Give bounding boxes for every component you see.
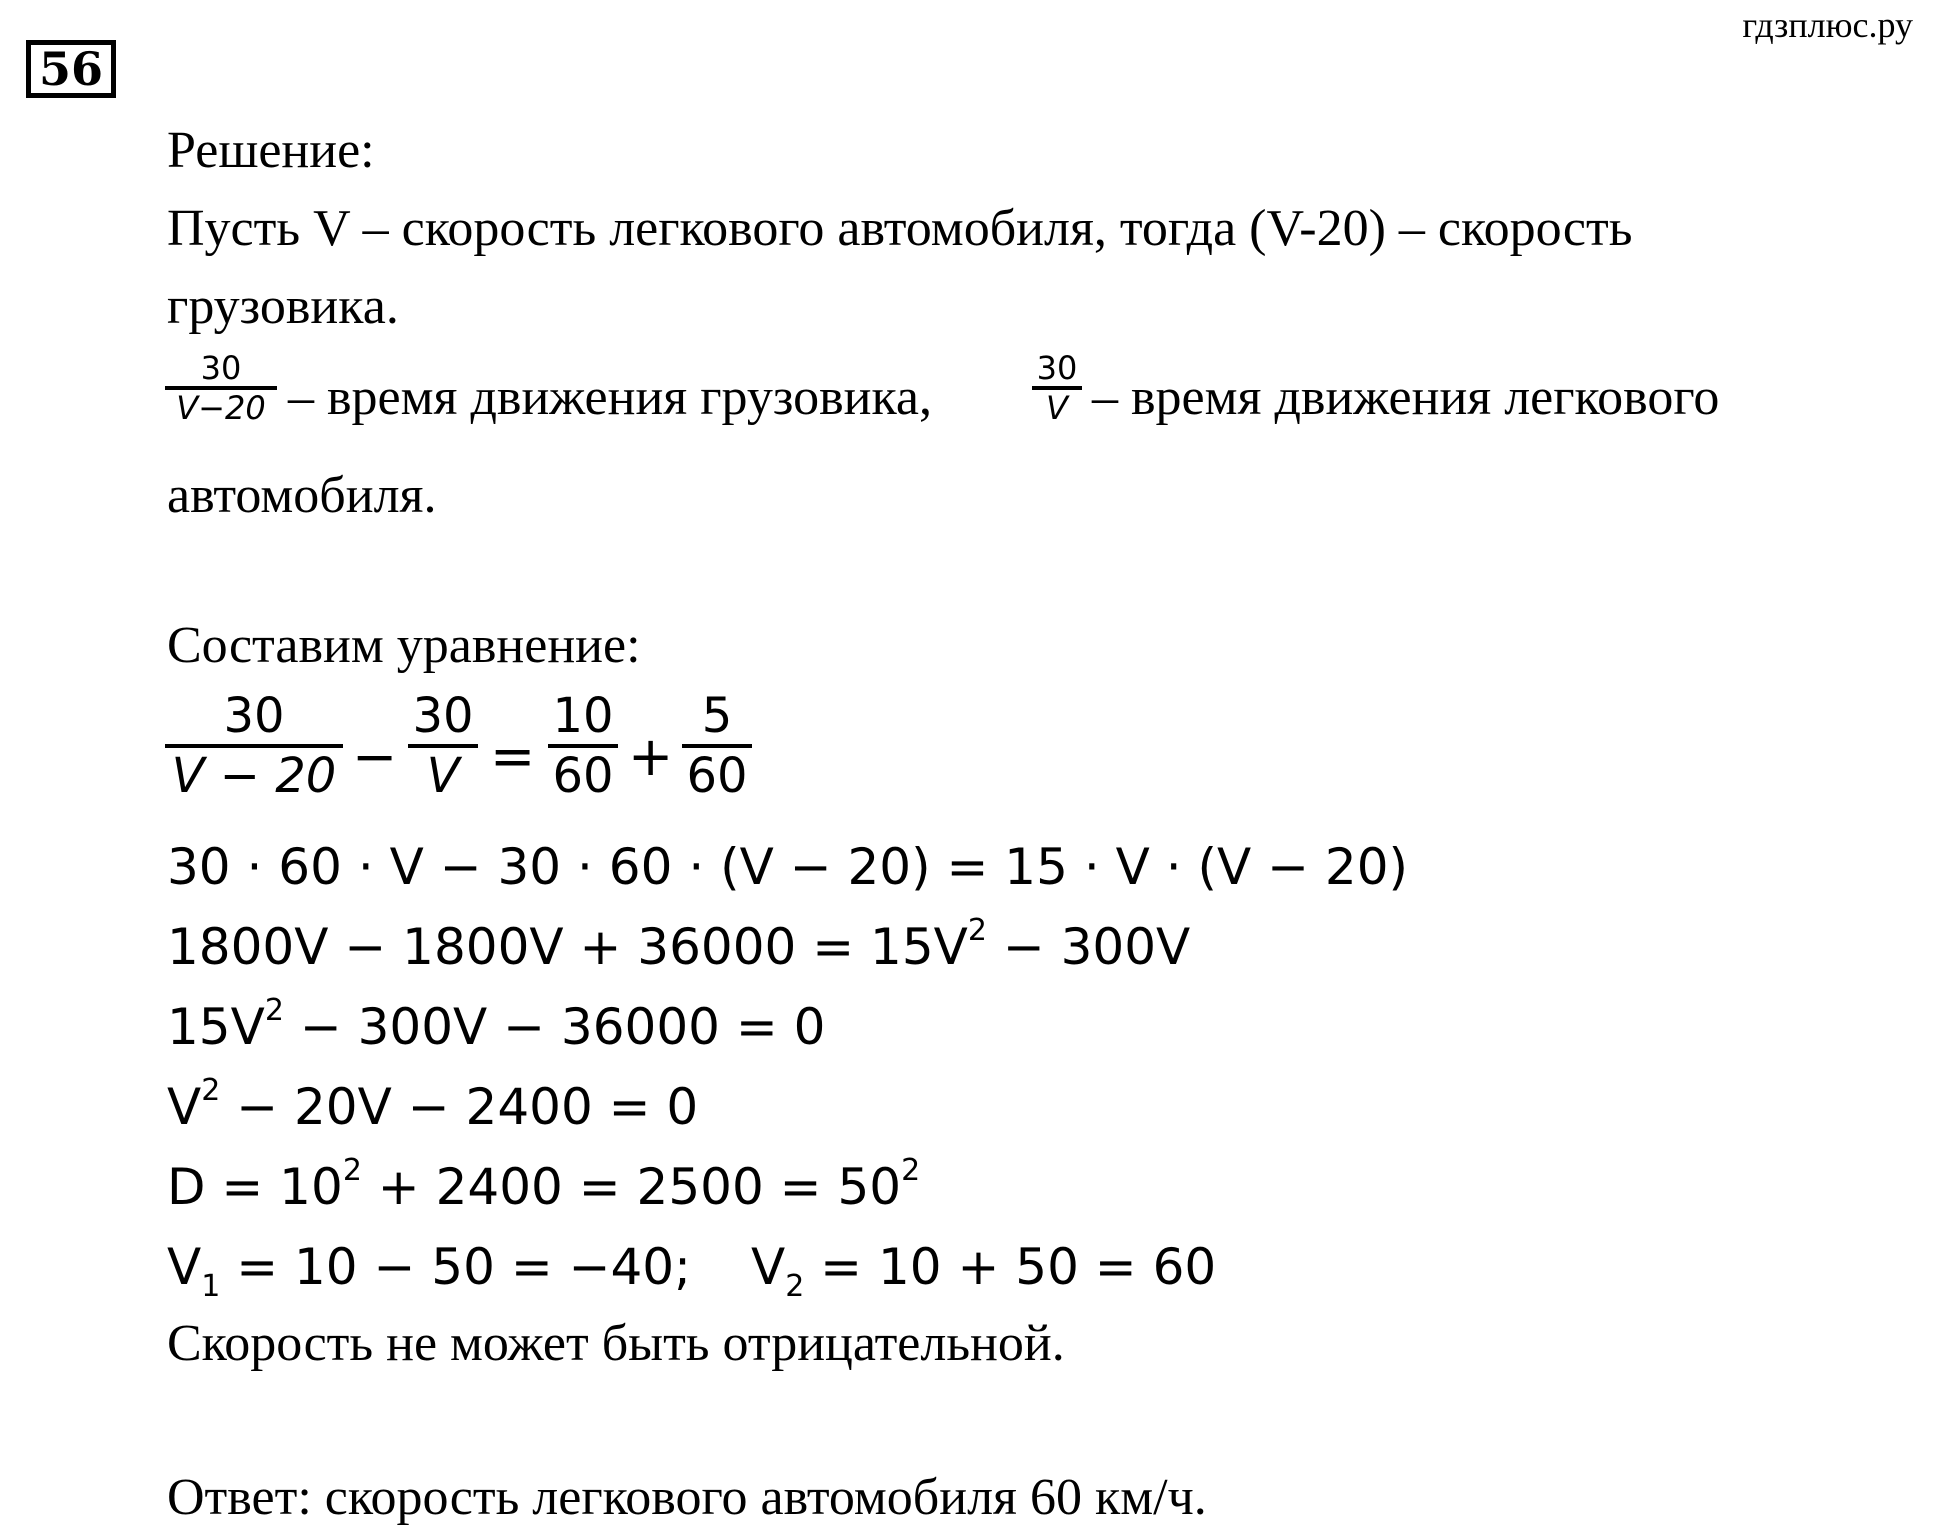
fraction-denominator: V	[426, 748, 460, 804]
fraction-car-time	[1032, 350, 1082, 426]
step-text: V	[750, 1238, 786, 1296]
subscript: 2	[785, 1269, 805, 1304]
fraction-truck-time	[165, 350, 277, 426]
exponent: 2	[967, 913, 987, 948]
exponent: 2	[901, 1153, 921, 1188]
step-text: 15V	[167, 998, 265, 1056]
negative-note: Скорость не может быть отрицательной.	[167, 1315, 1065, 1372]
fraction-denominator: V−20	[176, 389, 266, 427]
step-text: + 2400 = 2500 = 50	[361, 1158, 902, 1216]
step-text: 1800V − 1800V + 36000 = 15V	[167, 918, 968, 976]
step-text: D = 10	[167, 1158, 343, 1216]
fraction-numerator: 30	[200, 349, 242, 387]
exponent: 2	[342, 1153, 362, 1188]
fraction-numerator: 10	[552, 688, 614, 744]
time-truck-text: – время движения грузовика,	[288, 369, 933, 426]
step-text: = 10 − 50 = −40;	[220, 1238, 691, 1296]
watermark: гдзплюс.ру	[1742, 5, 1913, 45]
fraction-denominator: 60	[552, 748, 614, 804]
step-6-roots	[167, 1238, 1217, 1304]
fraction-denominator: 60	[686, 748, 748, 804]
time-car-text: – время движения легкового	[1092, 369, 1720, 426]
minus-sign: −	[352, 725, 398, 788]
exponent: 2	[201, 1073, 221, 1108]
subscript: 1	[201, 1269, 221, 1304]
fraction-numerator: 30	[223, 688, 285, 744]
problem-number-badge: 56	[26, 40, 116, 98]
step-text: = 10 + 50 = 60	[804, 1238, 1217, 1296]
solution-heading: Решение:	[167, 122, 375, 179]
step-5-discriminant	[167, 1153, 921, 1216]
time-car-text-2: автомобиля.	[167, 467, 437, 524]
let-line: Пусть V – скорость легкового автомобиля, тогда (V-20) – скорость	[167, 200, 1633, 257]
fraction-denominator: V	[1046, 389, 1068, 427]
compose-heading: Составим уравнение:	[167, 617, 641, 674]
plus-sign: +	[628, 725, 674, 788]
step-3	[167, 993, 826, 1056]
fraction-numerator: 30	[412, 688, 474, 744]
fraction-numerator: 30	[1036, 349, 1078, 387]
step-1: 30 · 60 · V − 30 · 60 · (V − 20) = 15 · V · (V − 20)	[167, 838, 1409, 896]
equals-sign: =	[490, 725, 536, 788]
fraction-denominator: V − 20	[171, 748, 337, 804]
step-2	[167, 913, 1191, 976]
step-text: V	[167, 1078, 202, 1136]
answer-line: Ответ: скорость легкового автомобиля 60 км/ч.	[167, 1469, 1207, 1526]
step-text: − 20V − 2400 = 0	[220, 1078, 699, 1136]
step-text: − 300V − 36000 = 0	[283, 998, 826, 1056]
step-text: V	[167, 1238, 202, 1296]
equation-fraction-d	[682, 688, 752, 804]
step-text: − 300V	[986, 918, 1191, 976]
equation-fraction-a	[165, 688, 343, 804]
equation-fraction-c	[548, 688, 618, 804]
let-line-2: грузовика.	[167, 278, 399, 335]
exponent: 2	[264, 993, 284, 1028]
step-4	[167, 1073, 699, 1136]
fraction-numerator: 5	[701, 688, 733, 744]
equation-fraction-b	[408, 688, 478, 804]
